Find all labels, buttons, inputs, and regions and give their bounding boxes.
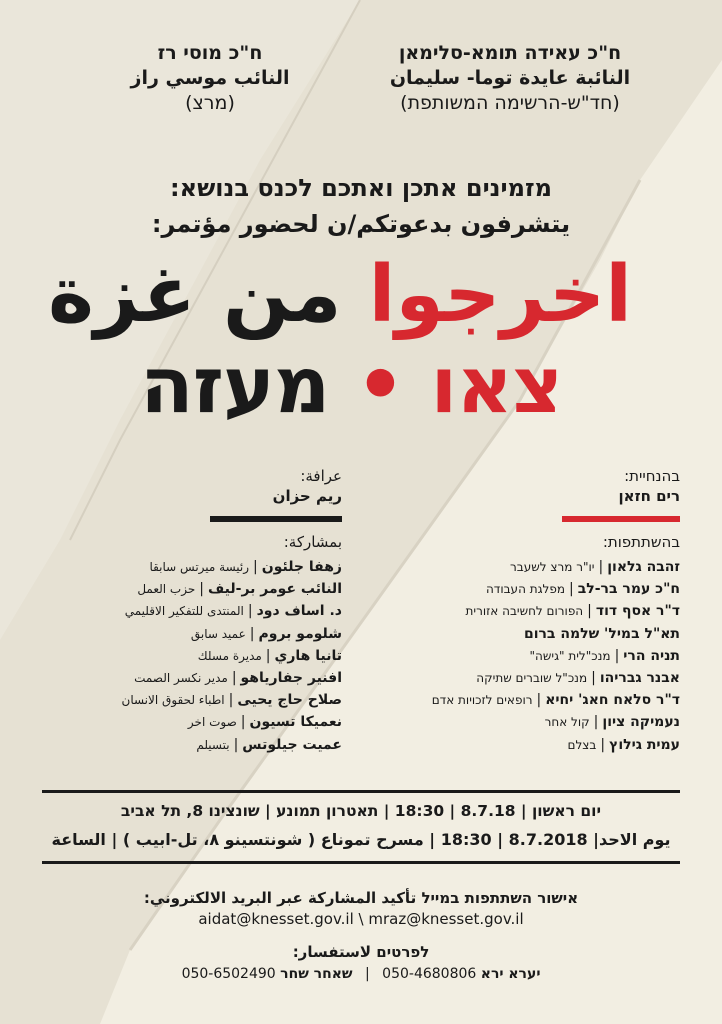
participant-separator: | [536, 692, 542, 709]
participants-he [380, 532, 680, 756]
participant-role: יו"ר מרצ לשעבר [510, 560, 595, 574]
participant-role: הפורום לחשיבה אזורית [465, 604, 584, 619]
participant-role: קול אחר [544, 715, 590, 730]
host-aida-ar: النائبة عايدة توما- سليمان [389, 67, 631, 89]
participant-role: مدير نكسر الصمت [134, 671, 228, 686]
contact-phone-1[interactable]: 050-4680806 [382, 966, 477, 982]
participant-separator: | [247, 603, 253, 620]
participant-item [42, 689, 342, 711]
participants-ar-label: بمشاركة: [283, 533, 342, 551]
moderator-ar-label: عرافة: [300, 467, 342, 485]
rsvp-he: אישור השתתפות במייל [421, 889, 579, 907]
participant-item [380, 623, 680, 645]
moderator-ar-name: ريم حزان [272, 487, 342, 505]
participant-name: ד"ר אסף דוד [595, 603, 680, 620]
participant-separator: | [593, 714, 599, 731]
participant-separator: | [600, 736, 606, 753]
title-he-red: צאו [430, 341, 562, 431]
participant-separator: | [249, 625, 255, 642]
participant-name: د. اساف دود [256, 603, 342, 620]
host-mossi-ar: النائب موسي راز [130, 67, 290, 89]
participant-role: מנכ"ל שוברים שתיקה [476, 671, 588, 686]
participant-item [380, 600, 680, 622]
participant-separator: | [265, 647, 271, 664]
moderator-black-bar [210, 516, 342, 522]
contact-divider: | [365, 966, 370, 982]
host-mossi-he: ח"כ מוסי רז [157, 42, 263, 64]
title-he-black: מעזה [140, 341, 330, 431]
participant-name: תא"ל במיל' שלמה ברום [523, 625, 680, 642]
participant-item [380, 645, 680, 667]
participant-separator: | [587, 603, 592, 620]
moderator-ar [142, 466, 342, 506]
title-bullet: • [355, 341, 405, 431]
participant-name: افنير جفارياهو [240, 670, 342, 687]
participant-item [42, 623, 342, 645]
participant-separator: | [614, 647, 620, 664]
participant-role: المنتدى للتفكير الاقليمي [124, 604, 244, 619]
participant-role: בצלם [567, 737, 597, 752]
contact-person-1: יערא ירא [480, 966, 541, 982]
invite-he: מזמינים אתכן ואתכם לכנס בנושא: [170, 174, 552, 202]
participant-item [42, 711, 342, 733]
host-aida-he: ח"כ עאידה תומא-סלימאן [398, 42, 622, 64]
participant-name: زهفا جلئون [261, 559, 342, 575]
participant-separator: | [231, 670, 237, 687]
title-ar-red: اخرجوا [368, 250, 632, 340]
participant-role: حزب العمل [137, 582, 196, 597]
moderator-name: רים חזאן [618, 487, 680, 505]
participant-item [380, 667, 680, 689]
participant-separator: | [591, 670, 596, 687]
participant-name: זהבה גלאון [607, 559, 680, 575]
participant-item [42, 645, 342, 667]
participant-role: رئيسة ميرتس سابقا [149, 560, 250, 574]
participant-name: عميت جيلوتس [242, 736, 342, 753]
participant-name: אבנר גבריהו [599, 670, 680, 687]
participant-separator: | [253, 559, 258, 575]
host-mossi [110, 41, 310, 116]
participant-role: مديرة مسلك [197, 648, 262, 663]
participant-role: عميد سابق [190, 626, 246, 641]
participant-item [42, 667, 342, 689]
participant-separator: | [228, 692, 234, 709]
title-ar-black: من غزة [48, 250, 342, 340]
participant-item [380, 711, 680, 733]
participant-item [380, 578, 680, 600]
participants-ar [42, 532, 342, 756]
title-hebrew [140, 343, 562, 429]
title-arabic [48, 252, 632, 338]
participant-role: صوت اخر [187, 715, 237, 730]
participant-role: اطباء لحقوق الانسان [121, 693, 225, 708]
contact-phone-2[interactable]: 050-6502490 [181, 966, 276, 982]
participant-name: ח"כ עמר בר-לב [577, 581, 680, 598]
participant-item [380, 689, 680, 711]
participant-name: עמית גילוץ [609, 736, 680, 753]
participant-separator: | [598, 559, 604, 575]
participant-item [42, 600, 342, 622]
participant-role: מנכ"לית "גישה" [529, 648, 611, 663]
participant-name: تانيا هاري [274, 647, 342, 664]
moderator-label: בהנחיית: [624, 467, 680, 485]
participant-name: נעמיקה ציון [602, 714, 680, 731]
participant-item [380, 734, 680, 756]
host-aida-party: (חד"ש-הרשימה המשותפת) [400, 92, 620, 114]
rsvp-line [0, 889, 722, 907]
participants-ar-list [42, 556, 342, 756]
participant-role: מפלגת העבודה [485, 582, 566, 597]
host-aida [360, 41, 660, 116]
participant-name: ד"ר סלאח חאג' יחיא [545, 692, 680, 709]
participants-he-label: בהשתתפות: [602, 533, 680, 551]
participant-item [380, 556, 680, 578]
host-mossi-party: (מרצ) [185, 92, 235, 114]
participant-name: תניה הרי [623, 647, 680, 664]
participant-separator: | [240, 714, 246, 731]
moderator-he [480, 466, 680, 506]
participant-item [42, 578, 342, 600]
event-ar: يوم الاحد| 8.7.2018 | 18:30 | مسرح تموناع ( شونتسينو ٨، تل-ابيب ) | الساعة [51, 830, 671, 849]
participants-he-list [380, 556, 680, 756]
rsvp-ar: تأكيد المشاركة عبر البريد الالكتروني: [143, 889, 417, 907]
event-he: יום ראשון | 8.7.18 | 18:30 | תאטרון תמונע | שונצינו 8, תל אביב [120, 802, 602, 820]
contact-line [0, 966, 722, 982]
rsvp-emails[interactable]: aidat@knesset.gov.il \ mraz@knesset.gov.il [198, 910, 524, 928]
contact-label: לפרטים لاستفسار: [292, 943, 430, 961]
invite-ar: يتشرفون بدعوتكم/ن لحضور مؤتمر: [151, 210, 571, 238]
participant-item [42, 556, 342, 578]
participant-role: بتسيلم [196, 737, 230, 752]
rule-top [42, 790, 680, 793]
participant-name: نعميكا تسيون [249, 714, 342, 731]
contact-person-2: שאחר שחר [280, 966, 353, 982]
moderator-red-bar [562, 516, 680, 522]
participant-name: النائب عومر بر-ليف [208, 581, 342, 598]
participant-separator: | [199, 581, 204, 598]
participant-role: רופאים לזכויות אדם [431, 693, 533, 708]
participant-separator: | [569, 581, 574, 598]
participant-name: صلاح حاج يحيى [237, 692, 342, 709]
participant-name: شلومو بروم [258, 625, 342, 642]
participant-separator: | [233, 736, 239, 753]
participant-item [42, 734, 342, 756]
rule-bottom [42, 861, 680, 864]
